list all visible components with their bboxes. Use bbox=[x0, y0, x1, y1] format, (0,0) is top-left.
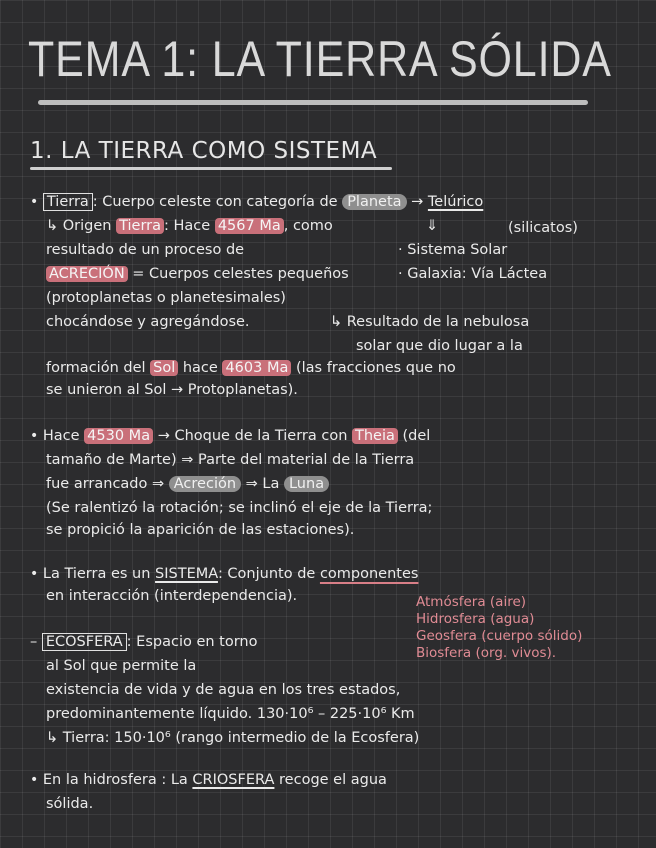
title-underline bbox=[38, 100, 588, 105]
bullet: • bbox=[30, 772, 39, 788]
arrow-icon: → bbox=[411, 194, 424, 210]
sistema-solar: · Sistema Solar bbox=[398, 242, 508, 258]
sphere-biosfera: Biosfera (org. vivos). bbox=[416, 645, 557, 661]
hidrosfera-text: En la hidrosfera : La bbox=[42, 772, 188, 788]
b2-line-5: se propició la aparición de las estaciones). bbox=[46, 522, 355, 538]
la-text: ⇒ La bbox=[245, 476, 280, 492]
nebulosa-line-1: ↳ Resultado de la nebulosa bbox=[330, 314, 530, 330]
b1-line-6: chocándose y agregándose. bbox=[46, 314, 250, 330]
highlight-luna: Luna bbox=[284, 476, 329, 492]
section-heading-underline bbox=[30, 167, 392, 170]
highlight-age-4530: 4530 Ma bbox=[84, 428, 153, 444]
b2-line-1 bbox=[30, 426, 430, 446]
b4-line-3: existencia de vida y de agua en los tres estados, bbox=[46, 682, 401, 698]
b3-line-1 bbox=[30, 564, 418, 584]
b1-text: : Cuerpo celeste con categoría de bbox=[92, 194, 338, 210]
espacio-text: : Espacio en torno bbox=[126, 634, 258, 650]
formacion-text: formación del bbox=[46, 360, 146, 376]
b1-line-2 bbox=[46, 216, 333, 236]
b3-line-2: en interacción (interdependencia). bbox=[46, 588, 298, 604]
highlight-acrecion-2: Acreción bbox=[169, 476, 241, 492]
origen-mid: : Hace bbox=[164, 218, 211, 234]
highlight-sol: Sol bbox=[150, 360, 178, 376]
highlight-age-4603: 4603 Ma bbox=[222, 360, 291, 376]
silicatos: (silicatos) bbox=[508, 220, 578, 236]
acrecion-def: = Cuerpos celestes pequeños bbox=[132, 266, 349, 282]
b4-line-5: ↳ Tierra: 150·10⁶ (rango intermedio de la Ecosfera) bbox=[46, 730, 420, 746]
b1-line-8 bbox=[46, 358, 456, 378]
b2-line-2: tamaño de Marte) ⇒ Parte del material de la Tierra bbox=[46, 452, 415, 468]
criosfera-term: CRIOSFERA bbox=[192, 772, 275, 788]
sphere-geosfera: Geosfera (cuerpo sólido) bbox=[416, 628, 583, 644]
galaxia: · Galaxia: Vía Láctea bbox=[398, 266, 548, 282]
b1-line-5: (protoplanetas o planetesimales) bbox=[46, 290, 286, 306]
hace-text: Hace bbox=[42, 428, 80, 444]
term-tierra: Tierra bbox=[43, 193, 93, 211]
highlight-age-4567: 4567 Ma bbox=[215, 218, 284, 234]
highlight-acrecion: ACRECIÓN bbox=[46, 266, 128, 282]
origen-post: , como bbox=[283, 218, 333, 234]
b5-line-2: sólida. bbox=[46, 796, 94, 812]
b1-line-1 bbox=[30, 192, 483, 212]
page-title: TEMA 1: LA TIERRA SÓLIDA bbox=[28, 31, 612, 87]
choque-text: → Choque de la Tierra con bbox=[157, 428, 348, 444]
b4-line-2: al Sol que permite la bbox=[46, 658, 197, 674]
term-ecosfera: ECOSFERA bbox=[42, 633, 127, 651]
componentes-term: componentes bbox=[319, 566, 419, 582]
b4-line-1 bbox=[30, 632, 258, 652]
recoge-text: recoge el agua bbox=[279, 772, 387, 788]
highlight-theia: Theia bbox=[352, 428, 398, 444]
sistema-term: SISTEMA bbox=[155, 566, 218, 582]
b1-line-4 bbox=[46, 264, 349, 284]
bullet: • bbox=[30, 194, 39, 210]
b2-line-3 bbox=[46, 474, 329, 494]
hace-text: hace bbox=[182, 360, 218, 376]
b1-line-3: resultado de un proceso de bbox=[46, 242, 245, 258]
fracciones-text: (las fracciones que no bbox=[295, 360, 456, 376]
bullet: • bbox=[30, 428, 39, 444]
origen-label: ↳ Origen bbox=[46, 218, 112, 234]
b2-line-4: (Se ralentizó la rotación; se inclinó el eje de la Tierra; bbox=[46, 500, 433, 516]
bullet: • bbox=[30, 566, 39, 582]
highlight-planeta: Planeta bbox=[342, 194, 406, 210]
highlight-tierra: Tierra bbox=[116, 218, 164, 234]
arrancado-text: fue arrancado ⇒ bbox=[46, 476, 165, 492]
b1-line-9: se unieron al Sol → Protoplanetas). bbox=[46, 382, 298, 398]
tierra-es-text: La Tierra es un bbox=[42, 566, 151, 582]
b5-line-1 bbox=[30, 770, 387, 790]
down-arrow-icon: ⇓ bbox=[426, 218, 439, 234]
b4-line-4: predominantemente líquido. 130·10⁶ – 225·10⁶ Km bbox=[46, 706, 415, 722]
sphere-atmosfera: Atmósfera (aire) bbox=[416, 594, 527, 610]
conjunto-text: : Conjunto de bbox=[217, 566, 316, 582]
del-text: (del bbox=[402, 428, 431, 444]
sphere-hidrosfera: Hidrosfera (agua) bbox=[416, 611, 535, 627]
dash: – bbox=[30, 634, 38, 650]
section-heading: 1. LA TIERRA COMO SISTEMA bbox=[30, 138, 378, 164]
nebulosa-line-2: solar que dio lugar a la bbox=[356, 338, 523, 354]
telurico: Telúrico bbox=[427, 194, 484, 210]
